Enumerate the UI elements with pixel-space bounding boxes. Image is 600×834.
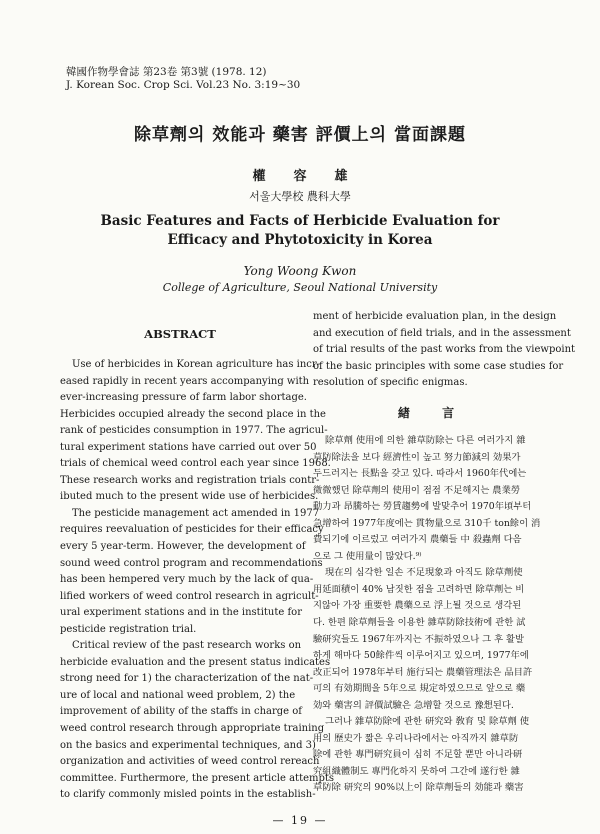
introduction-line: 除에 관한 專門研究員이 심히 不足할 뿐만 아니라研 — [313, 749, 523, 761]
journal-header-english: J. Korean Soc. Crop Sci. Vol.23 No. 3:19~30 — [66, 79, 301, 91]
abstract-line: has been hempered very much by the lack of qua- — [60, 574, 314, 586]
korean-author: 權容雄 — [252, 169, 376, 184]
introduction-heading: 緖 言 — [397, 406, 469, 420]
introduction-line: 究組織體制도 專門化하지 못하여 그간에 遂行한 雜 — [313, 765, 520, 777]
introduction-line: 다. 한편 除草劑들을 이용한 雜草防除技術에 관한 試 — [313, 617, 526, 629]
abstract-line: eased rapidly in recent years accompanying with — [60, 375, 310, 387]
abstract-line: tural experiment stations have carried out over 50 — [60, 441, 317, 453]
introduction-line: 草防除 研究의 90%以上이 除草劑들의 効能과 藥害 — [313, 782, 524, 794]
abstract-line: pesticide registration trial. — [60, 623, 197, 635]
abstract-line: on the basics and experimental techniques, and 3) — [60, 739, 316, 751]
introduction-line: 費되기에 이르렀고 여러가지 農藥들 中 殺蟲劑 다음 — [313, 534, 522, 546]
introduction-line: 그러나 雜草防除에 관한 研究와 敎育 및 除草劑 使 — [325, 716, 530, 728]
abstract-line: organization and activities of weed control rereach — [60, 756, 320, 768]
abstract-line: Critical review of the past research works on — [72, 640, 302, 652]
abstract-line: ure of local and national weed problem, 2) the — [60, 689, 296, 701]
abstract-line: to clarify commonly misled points in the establish- — [60, 789, 316, 801]
abstract-line: every 5 year-term. However, the development of — [60, 541, 306, 553]
english-title-line-1: Basic Features and Facts of Herbicide Evaluation for — [100, 213, 500, 229]
introduction-line: 効와 藥害의 評價試驗은 急增할 것으로 豫想된다. — [313, 699, 514, 711]
introduction-line: 除草劑 使用에 의한 雜草防除는 다른 여러가지 雜 — [325, 435, 526, 446]
abstract-line: weed control research through appropriate training — [60, 723, 325, 735]
abstract-line: resolution of specific enigmas. — [313, 377, 468, 389]
abstract-line: Herbicides occupied already the second place in the — [60, 408, 326, 420]
abstract-line: committee. Furthermore, the present article attempts — [60, 772, 335, 784]
introduction-line: 動力과 昂騰하는 勞賃趨勢에 발맞추어 1970年頃부터 — [313, 501, 532, 513]
page-number: — 19 — — [272, 814, 328, 827]
abstract-line: ural experiment stations and in the institute for — [60, 607, 302, 619]
abstract-line: of trial results of the past works from the viewpoint — [313, 344, 576, 356]
abstract-heading: ABSTRACT — [144, 327, 216, 341]
introduction-line: 驗研究들도 1967年까지는 不振하였으나 그 후 활발 — [313, 633, 524, 645]
abstract-line: These research works and registration trials contr- — [60, 474, 320, 486]
english-author: Yong Woong Kwon — [243, 264, 357, 278]
introduction-line: 두드러지는 長點을 갖고 있다. 따라서 1960年代에는 — [313, 468, 527, 480]
abstract-line: The pesticide management act amended in 1977 — [72, 507, 320, 519]
introduction-line: 改正되어 1978年부터 施行되는 農藥管理法은 品目許 — [313, 666, 533, 678]
introduction-line: 지않아 가장 重要한 農藥으로 浮上될 것으로 생각된 — [313, 600, 522, 612]
introduction-column — [313, 433, 556, 797]
introduction-line: 可의 有効期間을 5年으로 規定하였으므로 앞으로 藥 — [313, 683, 526, 695]
introduction-line: 用의 歷史가 짧은 우리나라에서는 아직까지 雜草防 — [313, 732, 519, 744]
korean-title: 除草劑의 效能과 藥害 評價上의 當面課題 — [134, 125, 466, 145]
abstract-line: ment of herbicide evaluation plan, in the design — [313, 311, 557, 322]
introduction-line: 하게 해마다 50餘件씩 이루어지고 있으며, 1977年에 — [313, 650, 529, 662]
introduction-line: 現在의 심각한 일손 不足現象과 아직도 除草劑使 — [325, 567, 523, 579]
introduction-line: 微微했던 除草劑의 使用이 점점 不足해지는 農業勞 — [313, 484, 521, 496]
journal-header-korean: 韓國作物學會誌 第23卷 第3號 (1978. 12) — [66, 66, 267, 78]
abstract-line: trials of chemical weed control each year since 1968. — [60, 458, 331, 470]
abstract-column — [60, 357, 335, 804]
introduction-line: 急增하여 1977年度에는 貫物量으로 310千 ton餘이 消 — [313, 517, 541, 529]
abstract-line: ever-increasing pressure of farm labor shortage. — [60, 392, 307, 404]
abstract-line: sound weed control program and recommendations — [60, 557, 323, 569]
abstract-line: herbicide evaluation and the present status indicates — [60, 656, 331, 668]
abstract-line: improvement of ability of the staffs in charge of — [60, 706, 302, 718]
abstract-line: strong need for 1) the characterization of the nat- — [60, 673, 314, 685]
abstract-line: rank of pesticides consumption in 1977. The agricul- — [60, 425, 328, 437]
introduction-line: 으로 그 使用量이 많았다.⁹⁾ — [313, 550, 422, 562]
abstract-line: Use of herbicides in Korean agriculture has incr- — [72, 359, 321, 370]
english-title-line-2: Efficacy and Phytotoxicity in Korea — [167, 232, 433, 248]
abstract-line: lified workers of weed control research in agricult- — [60, 590, 319, 602]
abstract-continuation — [313, 309, 576, 392]
abstract-line: of the basic principles with some case studies for — [313, 360, 564, 372]
abstract-line: ibuted much to the present wide use of herbicides. — [60, 491, 319, 503]
introduction-line: 草防除法을 보다 經濟性이 높고 努力節減의 効果가 — [313, 451, 521, 463]
abstract-line: and execution of field trials, and in the assessment — [313, 327, 571, 339]
korean-affiliation: 서울大學校 農科大學 — [249, 190, 351, 203]
english-affiliation: College of Agriculture, Seoul National University — [162, 281, 438, 294]
abstract-line: requires reevaluation of pesticides for their efficacy — [60, 524, 324, 536]
introduction-line: 用延面積이 40% 남짓한 점을 고려하면 除草劑는 비 — [313, 583, 525, 595]
